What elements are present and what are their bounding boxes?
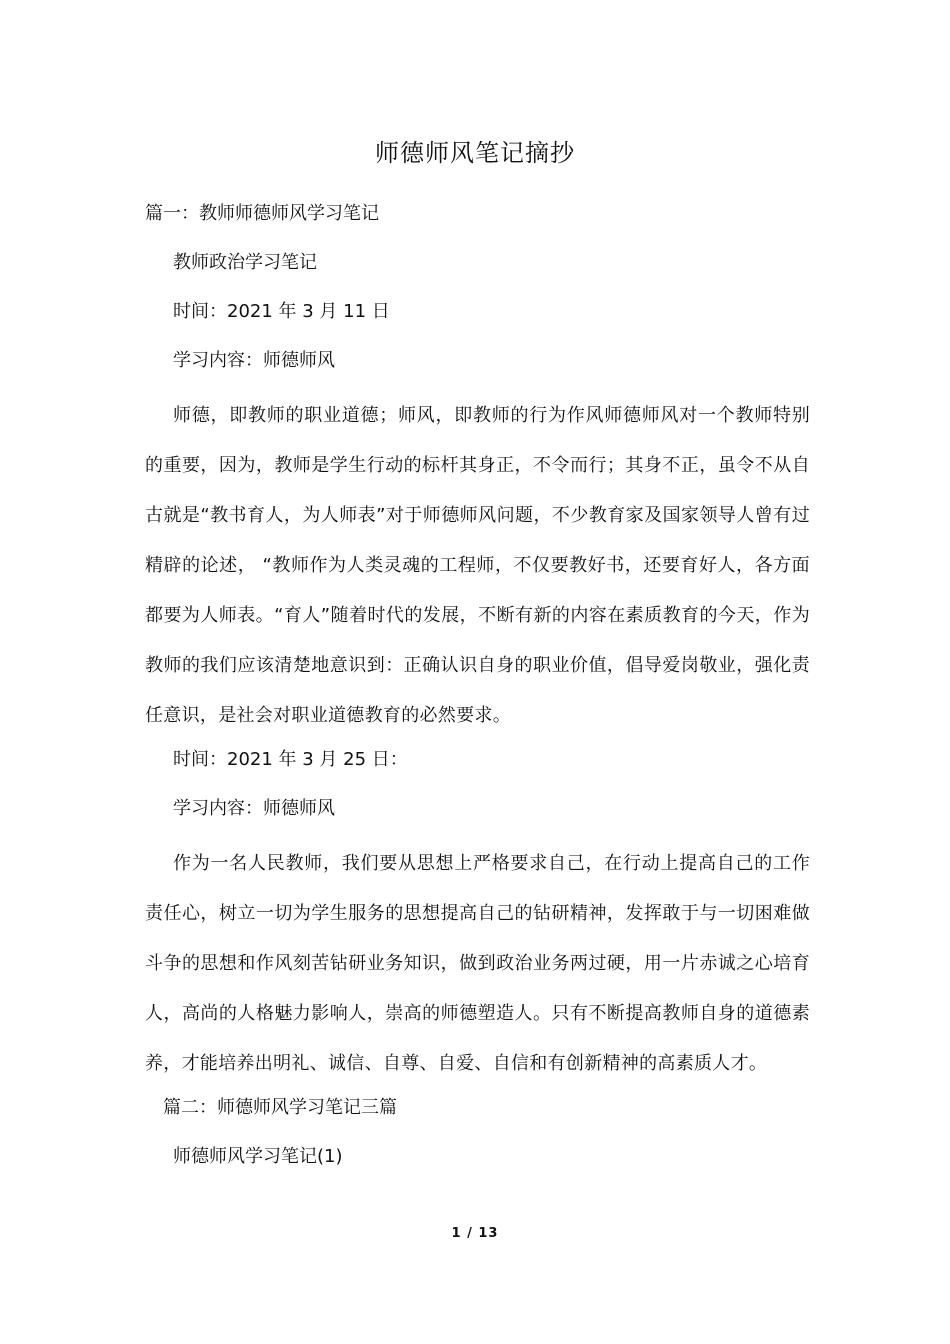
topic-line-1: 学习内容：师德师风 [173, 350, 335, 371]
section-heading-1: 篇一：教师师德师风学习笔记 [145, 203, 379, 224]
date-line-1: 时间：2021 年 3 月 11 日 [173, 301, 390, 322]
topic-line-2: 学习内容：师德师风 [173, 798, 335, 819]
body-paragraph-2: 作为一名人民教师，我们要从思想上严格要求自己，在行动上提高自己的工作责任心，树立一切为学生服务的思想提高自己的钻研精神，发挥敢于与一切困难做斗争的思想和作风刻苦钻研业务知识，做到政治业务两过硬，用一片赤诚之心培育人，高尚的人格魅力影响人，崇高的师德塑造人。只有不断提高教师自身的道德素养，才能培养出明礼、诚信、自尊、自爱、自信和有创新精神的高素质人才。 [145, 853, 810, 1074]
document-title: 师德师风笔记摘抄 [375, 139, 575, 167]
document-body [145, 195, 810, 1187]
subheading-1: 教师政治学习笔记 [173, 252, 317, 273]
page-number-indicator: 1 / 13 [451, 1226, 499, 1241]
subheading-2: 师德师风学习笔记(1) [173, 1146, 343, 1167]
body-paragraph-1: 师德，即教师的职业道德；师风，即教师的行为作风师德师风对一个教师特别的重要，因为，教师是学生行动的标杆其身正，不令而行；其身不正，虽令不从自古就是“教书育人，为人师表”对于师德师风问题，不少教育家及国家领导人曾有过精辟的论述， “教师作为人类灵魂的工程师，不仅要教好书，还要育好人，各方面都要为人师表。“育人”随着时代的发展，不断有新的内容在素质教育的今天，作为教师的我们应该清楚地意识到：正确认识自身的职业价值，倡导爱岗敬业，强化责任意识，是社会对职业道德教育的必然要求。 [145, 405, 810, 726]
section-heading-2: 篇二：师德师风学习笔记三篇 [163, 1097, 397, 1118]
date-line-2: 时间：2021 年 3 月 25 日： [173, 749, 408, 770]
